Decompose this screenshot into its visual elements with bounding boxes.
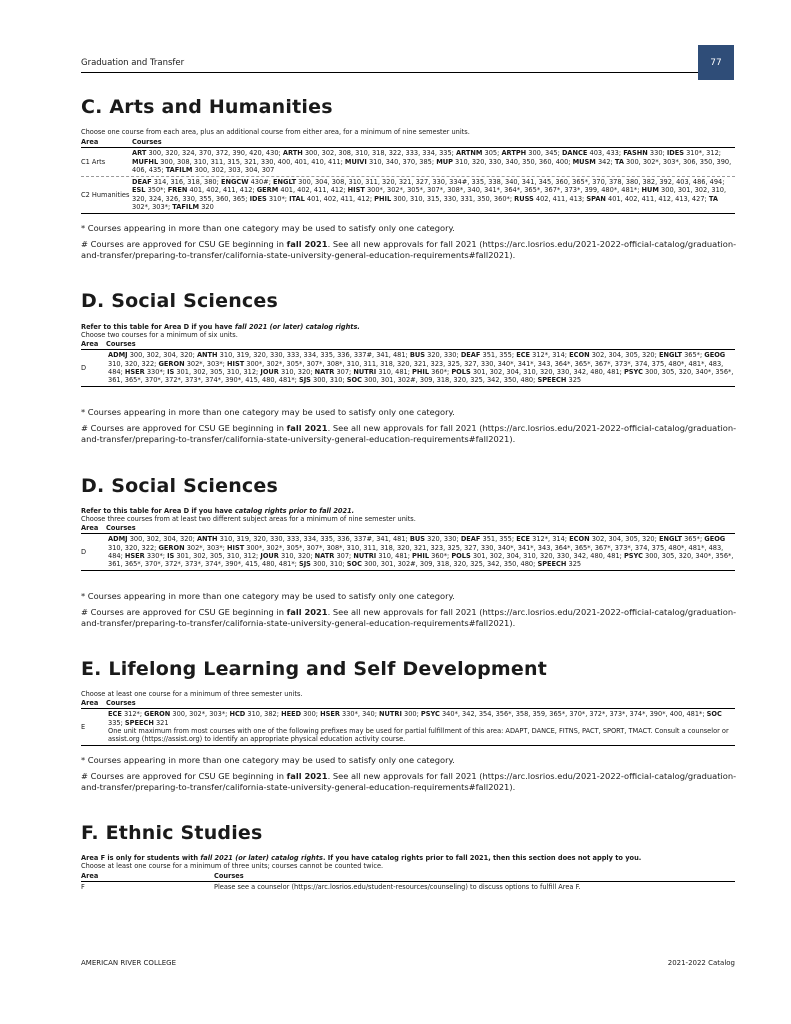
table-row-e	[81, 709, 735, 746]
table-header: Area Courses	[81, 340, 735, 350]
area-cell: C1 Arts	[81, 157, 106, 166]
section-c-intro: Choose one course from each area, plus an additional course from either area, for a minimum of nine semester units.	[81, 128, 470, 136]
table-row-c2	[81, 177, 735, 214]
note-star: * Courses appearing in more than one category may be used to satisfy only one category.	[81, 407, 455, 417]
section-d2-intro: Refer to this table for Area D if you have catalog rights prior to fall 2021. Choose three courses from at least two different subject areas for a minimum of nine semester units.	[81, 507, 416, 523]
table-row-d	[81, 350, 735, 387]
table-header: Area Courses	[81, 872, 735, 882]
area-cell: D	[81, 363, 87, 372]
note-star: * Courses appearing in more than one category may be used to satisfy only one category.	[81, 755, 455, 765]
header-rule	[81, 72, 698, 73]
section-d1-intro: Refer to this table for Area D if you have fall 2021 (or later) catalog rights. Choose two courses for a minimum of six units.	[81, 323, 360, 339]
section-f-intro: Area F is only for students with fall 2021 (or later) catalog rights. If you have catalog rights prior to fall 2021, then this section does not apply to you. Choose at least one course for a minimum of three units; courses cannot be counted twice.	[81, 854, 642, 870]
table-header	[81, 138, 735, 148]
courses-cell	[108, 710, 735, 743]
note-hash: # Courses are approved for CSU GE beginning in fall 2021. See all new approvals for fall 2021 (https://arc.losrios.edu/2021-2022-official-catalog/graduation-and-transfer/preparing-to-transfer/california-state-university-general-education-requirements#fall2021).	[81, 423, 737, 444]
table-header: Area Courses	[81, 699, 735, 709]
section-d2-title: D. Social Sciences	[81, 475, 278, 497]
courses-cell: Please see a counselor (https://arc.losrios.edu/student-resources/counseling) to discuss options to fulfill Area F.	[214, 883, 581, 892]
section-d2-table	[81, 524, 735, 571]
section-c-title: C. Arts and Humanities	[81, 96, 333, 118]
area-cell: C2 Humanities	[81, 190, 130, 199]
section-e-intro: Choose at least one course for a minimum of three semester units.	[81, 690, 303, 698]
table-row-c1	[81, 148, 735, 177]
table-row-d	[81, 534, 735, 571]
note-hash: # Courses are approved for CSU GE beginning in fall 2021. See all new approvals for fall 2021 (https://arc.losrios.edu/2021-2022-official-catalog/graduation-and-transfer/preparing-to-transfer/california-state-university-general-education-requirements#fall2021).	[81, 607, 737, 628]
section-f-title: F. Ethnic Studies	[81, 822, 263, 844]
note-star: * Courses appearing in more than one category may be used to satisfy only one category.	[81, 591, 455, 601]
courses-cell: ADMJ 300, 302, 304, 320; ANTH 310, 319, 320, 330, 333, 334, 335, 336, 337#, 341, 481; BUS 320, 330; DEAF 351, 355; ECE 312*, 314; ECON 302, 304, 305, 320; ENGLT 365*; GEOG 310, 320, 322; GERON 302*, 303*; HIST 300*, 302*, 305*, 307*, 308*, 310, 311, 318, 320, 321, 323, 325, 327, 330, 340*, 341*, 343, 364*, 365*, 367*, 373*, 374, 375, 480*, 481*, 483, 484; HSER 330*; IS 301, 302, 305, 310, 312; JOUR 310, 320; NATR 307; NUTRI 310, 481; PHIL 360*; POLS 301, 302, 304, 310, 320, 330, 342, 480, 481; PSYC 300, 305, 320, 340*, 356*, 361, 365*, 370*, 372*, 373*, 374*, 390*, 415, 480, 481*; SJS 300, 310; SOC 300, 301, 302#, 309, 318, 320, 325, 342, 350, 480; SPEECH 325	[108, 535, 734, 569]
footer-catalog-year: 2021-2022 Catalog	[667, 959, 735, 967]
courses-cell: DEAF 314, 316, 318, 380; ENGCW 430#; ENGLT 300, 304, 308, 310, 311, 320, 321, 327, 330, 334#, 335, 338, 340, 341, 345, 360, 365*, 370, 378, 380, 382, 392, 403, 486, 494; ESL 350*; FREN 401, 402, 411, 412; GERM 401, 402, 411, 412; HIST 300*, 302*, 305*, 307*, 308*, 340, 341*, 364*, 365*, 367*, 373*, 399, 480*, 481*; HUM 300, 301, 302, 310, 320, 324, 326, 330, 355, 360, 365; IDES 310*; ITAL 401, 402, 411, 412; PHIL 300, 310, 315, 330, 331, 350, 360*; RUSS 402, 411, 413; SPAN 401, 402, 411, 412, 413, 427; TA 302*, 303*; TAFILM 320	[132, 178, 727, 212]
table-row-f	[81, 882, 735, 893]
section-c-table	[81, 138, 735, 214]
page-number-tab: 77	[698, 45, 734, 80]
running-header: Graduation and Transfer	[81, 58, 185, 68]
section-e-title: E. Lifelong Learning and Self Development	[81, 658, 547, 680]
section-d1-table	[81, 340, 735, 387]
area-cell: E	[81, 722, 86, 731]
section-e-table	[81, 699, 735, 746]
table-header: Area Courses	[81, 524, 735, 534]
courses-cell: ADMJ 300, 302, 304, 320; ANTH 310, 319, 320, 330, 333, 334, 335, 336, 337#, 341, 481; BUS 320, 330; DEAF 351, 355; ECE 312*, 314; ECON 302, 304, 305, 320; ENGLT 365*; GEOG 310, 320, 322; GERON 302*, 303*; HIST 300*, 302*, 305*, 307*, 308*, 310, 311, 318, 320, 321, 323, 325, 327, 330, 340*, 341*, 343, 364*, 365*, 367*, 373*, 374, 375, 480*, 481*, 483, 484; HSER 330*; IS 301, 302, 305, 310, 312; JOUR 310, 320; NATR 307; NUTRI 310, 481; PHIL 360*; POLS 301, 302, 304, 310, 320, 330, 342, 480, 481; PSYC 300, 305, 320, 340*, 356*, 361, 365*, 370*, 372*, 373*, 374*, 390*, 415, 480, 481*; SJS 300, 310; SOC 300, 301, 302#, 309, 318, 320, 325, 342, 350, 480; SPEECH 325	[108, 351, 734, 385]
note-hash: # Courses are approved for CSU GE beginning in fall 2021. See all new approvals for fall 2021 (https://arc.losrios.edu/2021-2022-official-catalog/graduation-and-transfer/preparing-to-transfer/california-state-university-general-education-requirements#fall2021).	[81, 239, 737, 260]
note-star: * Courses appearing in more than one category may be used to satisfy only one category.	[81, 223, 455, 233]
courses-pe-note: One unit maximum from most courses with one of the following prefixes may be used for partial fulfillment of this area: ADAPT, DANCE, FITNS, PACT, SPORT, TMACT. Consult a counselor or assist.org (https://assist.org) to identify an appropriate physical education activity course.	[108, 726, 729, 744]
section-f-table	[81, 872, 735, 894]
area-cell: F	[81, 883, 85, 892]
courses-text: ECE 312*; GERON 300, 302*, 303*; HCD 310, 382; HEED 300; HSER 330*, 340; NUTRI 300; PSYC 340*, 342, 354, 356*, 358, 359, 365*, 370*, 372*, 373*, 374*, 390*, 400, 481*; SOC 335; SPEECH 321	[108, 710, 722, 727]
courses-cell: ART 300, 320, 324, 370, 372, 390, 420, 430; ARTH 300, 302, 308, 310, 318, 322, 333, 334, 335; ARTNM 305; ARTPH 300, 345; DANCE 403, 433; FASHN 330; IDES 310*, 312; MUFHL 300, 308, 310, 311, 315, 321, 330, 400, 401, 410, 411; MUIVI 310, 340, 370, 385; MUP 310, 320, 330, 340, 350, 360, 400; MUSM 342; TA 300, 302*, 303*, 306, 350, 390, 406, 435; TAFILM 300, 302, 303, 304, 307	[132, 149, 732, 174]
area-header: Area	[81, 138, 99, 146]
courses-header: Courses	[132, 138, 162, 146]
footer-college: AMERICAN RIVER COLLEGE	[81, 959, 177, 967]
section-d1-title: D. Social Sciences	[81, 290, 278, 312]
note-hash: # Courses are approved for CSU GE beginning in fall 2021. See all new approvals for fall 2021 (https://arc.losrios.edu/2021-2022-official-catalog/graduation-and-transfer/preparing-to-transfer/california-state-university-general-education-requirements#fall2021).	[81, 771, 737, 792]
area-cell: D	[81, 547, 87, 556]
